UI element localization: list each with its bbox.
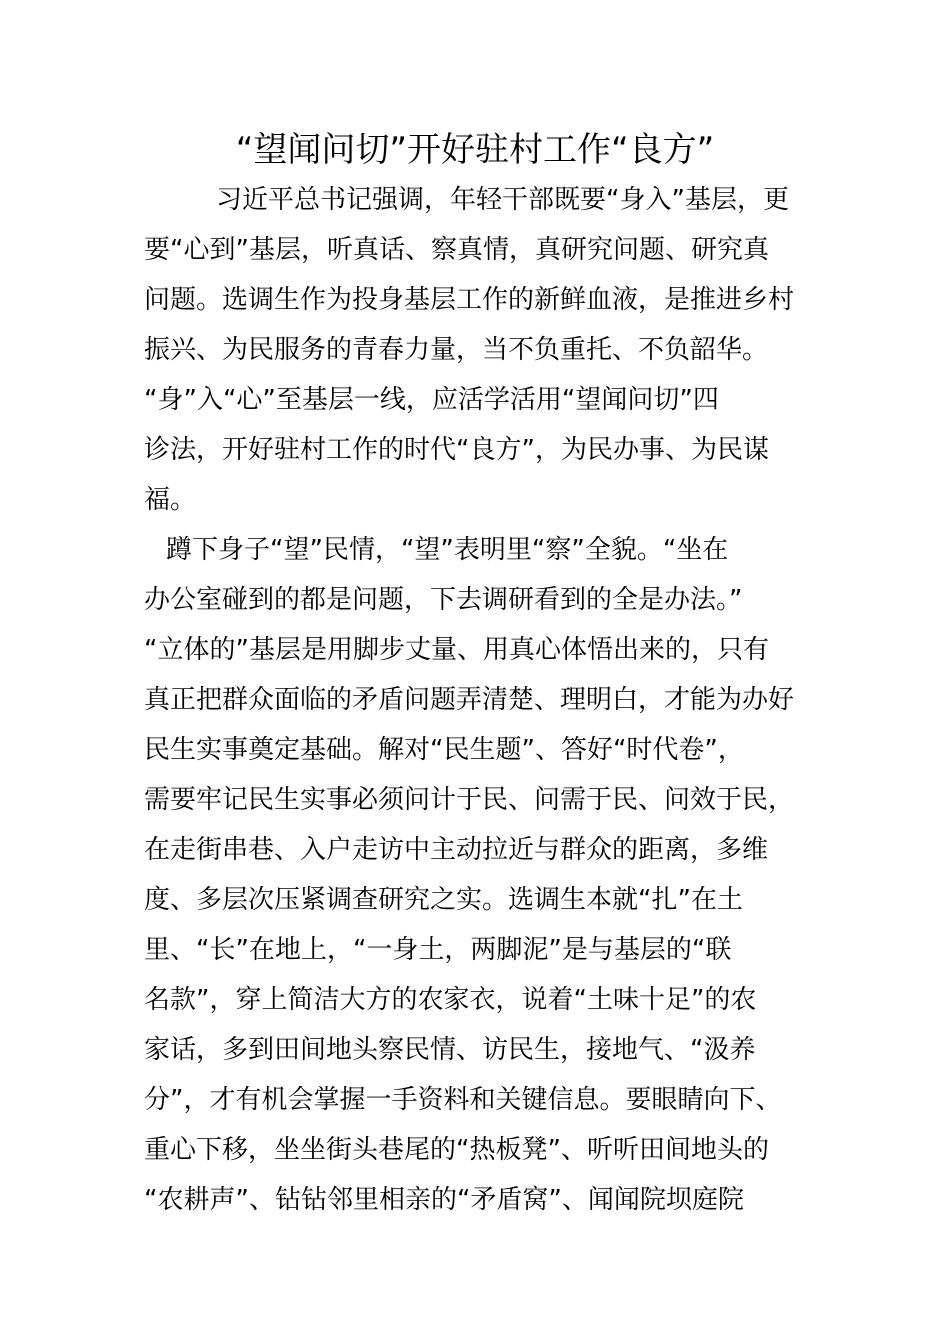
text-line: 福。 xyxy=(144,485,197,515)
text-line: “农耕声”、钻钻邻里相亲的“矛盾窝”、闻闻院坝庭院 xyxy=(144,1185,744,1215)
page-title: “望闻问切”开好驻村工作“良方” xyxy=(235,130,715,170)
text-line: “身”入“心”至基层一线，应活学活用“望闻问切”四 xyxy=(144,385,719,415)
text-line: 重心下移，坐坐街头巷尾的“热板凳”、听听田间地头的 xyxy=(144,1135,769,1165)
text-line: 诊法，开好驻村工作的时代“良方”，为民办事、为民谋 xyxy=(144,435,769,465)
text-line: 度、多层次压紧调查研究之实。选调生本就“扎”在土 xyxy=(144,885,743,915)
text-line: “立体的”基层是用脚步丈量、用真心体悟出来的，只有 xyxy=(144,635,769,665)
text-line: 真正把群众面临的矛盾问题弄清楚、理明白，才能为办好 xyxy=(144,685,795,715)
text-line: 习近平总书记强调，年轻干部既要“身入”基层，更 xyxy=(190,185,789,215)
text-line: 要“心到”基层，听真话、察真情，真研究问题、研究真 xyxy=(144,235,769,265)
text-line: 里、“长”在地上，“一身土，两脚泥”是与基层的“联 xyxy=(144,935,732,965)
text-line: 名款”，穿上简洁大方的农家衣，说着“土味十足”的农 xyxy=(144,985,757,1015)
text-line: 在走街串巷、入户走访中主动拉近与群众的距离，多维 xyxy=(144,835,769,865)
text-line: 需要牢记民生实事必须问计于民、问需于民、问效于民， xyxy=(144,785,795,815)
text-line: 民生实事奠定基础。解对“民生题”、答好“时代卷”， xyxy=(144,735,744,765)
text-line: 家话，多到田间地头察民情、访民生，接地气、“汲养 xyxy=(144,1035,756,1065)
text-line: 蹲下身子“望”民情，“望”表明里“察”全貌。“坐在 xyxy=(166,535,729,565)
text-line: 分”，才有机会掌握一手资料和关键信息。要眼睛向下、 xyxy=(144,1085,782,1115)
text-line: 办公室碰到的都是问题，下去调研看到的全是办法。” xyxy=(144,585,743,615)
text-line: 振兴、为民服务的青春力量，当不负重托、不负韶华。 xyxy=(144,335,769,365)
text-line: 问题。选调生作为投身基层工作的新鲜血液，是推进乡村 xyxy=(144,285,795,315)
